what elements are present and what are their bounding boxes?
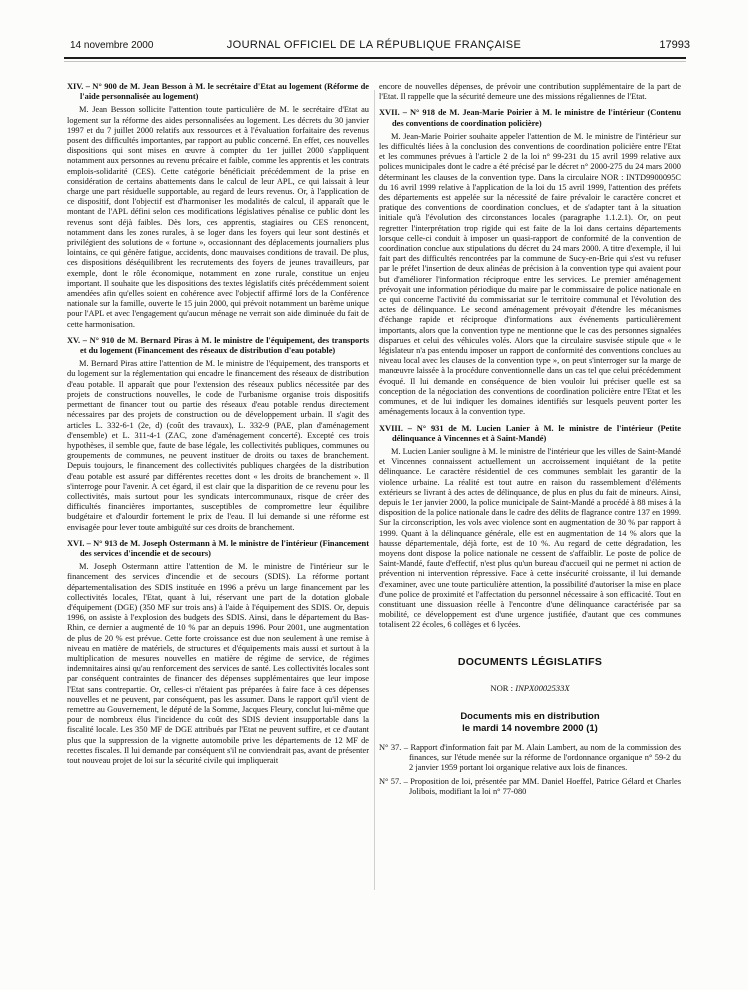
distribution-title-line1: Documents mis en distribution [460,710,600,722]
distribution-item-37: N° 37. – Rapport d'information fait par M. Alain Lambert, au nom de la commission des finances, sur l'étude menée sur la réforme de l'ordonnance organique n° 59-2 du 2 janvier 1959 portant loi organique relative aux lois de finances. [379,742,681,773]
left-column [67,82,369,797]
nor-value: INPX0002533X [515,682,570,693]
section-body-xvii: M. Jean-Marie Poirier souhaite appeler l'attention de M. le ministre de l'intérieur sur les difficultés liées à la conclusion des conventions de coordination policière entre l'Etat et les communes prévues à l'article 2 de la loi n° 99-231 du 15 avril 1999 relative aux polices municipales dont le cadre a été précisé par le décret n° 2000-275 du 24 mars 2000 déterminant les clauses de la convention type. Dans la circulaire NOR : INTD9900095C du 16 avril 1999 relative à l'application de la loi du 15 avril 1999, l'attention des préfets des départements est appelée sur la nécessité de faire prévaloir le caractère concret et pratique des conventions de coordination conclues, et de s'adapter tant à la situation initiale qu'à l'évolution des circonstances locales (paragraphe 1.1.2.1). Or, on peut regretter l'interprétation trop rigide qui est faite de la loi dans certains départements lorsque celle-ci conduit à imposer un quasi-rapport de conformité de la convention de coordination conclue aux stipulations du décret du 24 mars 2000. A titre d'exemple, il lui fait part des difficultés rencontrées par la commune de Sucy-en-Brie qui s'est vu refuser par le préfet l'insertion de deux alinéas de précision à la convention type qui avaient pour but d'améliorer l'information réciproque entre les services. Le premier aménagement prévoyait une information périodique du maire par le commissaire de police nationale en ce qui concerne l'activité du commissariat sur le territoire communal et l'évolution des actes de délinquance. Le second aménagement prévoyait d'étendre les mécanismes d'échange rapide et réciproque d'informations aux événements particulièrement importants, alors que la convention type ne mentionne que le cas des personnes signalées disparues et celui des véhicules volés. Alors que la circulaire susvisée stipule que « le législateur n'a pas entendu imposer un rapport de conformité des conventions conclues au niveau local avec les clauses de la convention type », on peut s'interroger sur la marge de manœuvre laissée à la procédure conventionnelle dans un cas tel que celui précédemment évoqué. Il lui demande en conséquence de bien vouloir lui préciser quelle est sa conception de la négociation des conventions de coordination policière entre l'Etat et les communes, et de lui indiquer les domaines identifiés sur lesquels peuvent porter les aménagements locaux à la convention type. [379,131,681,417]
page-title: JOURNAL OFFICIEL DE LA RÉPUBLIQUE FRANÇAISE [226,39,522,51]
distribution-title [379,711,681,735]
section-body-xvi-continuation: encore de nouvelles dépenses, de prévoir une contribution supplémentaire de la part de l'Etat. Il rappelle que la sécurité demeure une des missions régaliennes de l'Etat. [379,82,681,102]
section-body-xv: M. Bernard Piras attire l'attention de M. le ministre de l'équipement, des transports et du logement sur la réglementation qui encadre le financement des réseaux de distribution d'eau potable. Il apparaît que pour l'extension des réseaux publics nécessitée par des projets de constructions nouvelles, le code de l'urbanisme organise trois dispositifs permettant de financer tout ou partie des réseaux d'eau potable rendus directement nécessaires par des projets de construction ou de développement urbain. Il s'agit des articles L. 332-6-1 (2e, d) (coût des travaux), L. 332-9 (PAE, plan d'aménagement d'ensemble) et L. 311-4-1 (ZAC, zone d'aménagement concerté). Excepté ces trois hypothèses, il semble que, faute de base légale, les collectivités publiques, communes ou groupements de communes, ne peuvent instituer de droits ou taxes de branchement. Depuis toujours, le financement des collectivités publiques chargées de la distribution d'eau potable est assuré par différentes recettes dont « les droits de branchement ». Il s'interroge pour l'avenir. A cet égard, il est clair que la disparition de ce revenu pour les collectivités, mais surtout pour les syndicats intercommunaux, risque de créer des difficultés financières importantes, susceptibles de compromettre leur équilibre budgétaire et d'alourdir fortement le prix de l'eau. Il lui demande si une réforme est envisagée pour lever toute ambiguïté sur ces droits de branchement. [67,359,369,532]
text-columns [67,82,681,797]
section-heading-xiv: XIV. – N° 900 de M. Jean Besson à M. le secrétaire d'Etat au logement (Réforme de l'aide personnalisée au logement) [67,82,369,102]
legislative-documents-block [379,657,681,797]
nor-label: NOR : [490,682,516,693]
legislative-documents-title: DOCUMENTS LÉGISLATIFS [457,655,603,668]
section-heading-xv: XV. – N° 910 de M. Bernard Piras à M. le ministre de l'équipement, des transports et du logement (Financement des réseaux de distribution d'eau potable) [67,335,369,356]
header-rule [64,57,686,59]
distribution-title-line2: le mardi 14 novembre 2000 (1) [462,722,598,734]
distribution-item-57: N° 57. – Proposition de loi, présentée par MM. Daniel Hoeffel, Patrice Gélard et Charles Jolibois, modifiant la loi n° 77-080 [379,776,681,796]
header-date: 14 novembre 2000 [70,40,154,51]
right-column [379,82,681,797]
header-rule-shadow [64,61,686,62]
section-body-xvi: M. Joseph Ostermann attire l'attention de M. le ministre de l'intérieur sur le financement des services d'incendie et de secours (SDIS). La réforme portant départementalisation des SDIS instituée en 1996 a prévu un large financement par les collectivités locales, l'Etat, quant à lui, réservant une part de la dotation globale d'équipement (DGE) (350 MF sur trois ans) à l'aide à l'équipement des SDIS. Or, depuis 1996, on assiste à l'explosion des budgets des SDIS. Ainsi, dans le département du Bas-Rhin, ce dernier a augmenté de 10 % par an depuis 1996. Pour 2001, une augmentation de plus de 20 % est prévue. Cette forte croissance est due non seulement à une remise à niveau en matière de matériels, de structures et d'équipements mais aussi et surtout à la multiplication de mesures nouvelles en matière de régime de service, de régimes indemnitaires ainsi qu'au renforcement des services de santé. Les collectivités locales sont par conséquent contraintes de financer des dépenses supplémentaires que leur impose l'Etat sans contrepartie. Or, celles-ci n'étaient pas préparées à faire face à ces dépenses nouvelles et ne peuvent, par conséquent, pas les assumer. Dans le rapport qu'il vient de remettre au Gouvernement, le député de la Somme, Jacques Fleury, conclut lui-même que pour de nombreux élus l'incidence du coût des SDIS devient insupportable dans la fiscalité locale. Les 350 MF de DGE attribués par l'Etat ne peuvent suffire, et ce d'autant plus que la suppression de la vignette automobile prive les départements de 12 MF de recettes fiscales. Il lui demande par conséquent s'il ne conviendrait pas, avant de présenter tout nouveau projet de loi sur la sécurité civile qui impliquerait [67,562,369,765]
section-heading-xviii: XVIII. – N° 931 de M. Lucien Lanier à M. le ministre de l'intérieur (Petite délinquance à Vincennes et à Saint-Mandé) [379,423,681,443]
section-body-xiv: M. Jean Besson sollicite l'attention toute particulière de M. le secrétaire d'Etat au logement sur la réforme des aides personnalisées au logement. Les décrets du 30 janvier 1997 et du 7 juillet 2000 relatifs aux ressources et à l'évaluation forfaitaire des revenus posent des difficultés importantes, par rapport au public concerné. En effet, ces nouvelles dispositions qui sont mises en œuvre à compter du 1er juillet 2000 s'appliquent notamment aux personnes au revenu précaire et faible, comme les apprentis et les contrats emplois-solidarité (CES). Cette catégorie bénéficiait précédemment de la prise en considération de certains abattements dans le calcul de leur APL, ce qui laissait à leur charge une part résiduelle supportable, au regard de leurs revenus. Or, à l'application de ce dispositif, dont l'objectif est d'harmoniser les modalités de calcul, il apparaît que le montant de l'APL défini selon ces modifications législatives pénalise ce public dont les revenus sont déjà faibles. Dès lors, ces apprentis, stagiaires ou CES renoncent, notamment dans les zones rurales, à se loger dans les foyers qui leur sont destinés et privilégient des solutions de « fortune », occasionnant des déplacements journaliers plus lointains, ce qui génère fatigue, accidents, donc mauvaises conditions de travail. De plus, ces dispositions déséquilibrent les recrutements des foyers de jeunes travailleurs, par exemple, dont le rôle économique, notamment en zone rurale, constitue un enjeu important. Il souhaite que les dispositions des textes législatifs cités précédemment soient amendées afin qu'elles soient en cohérence avec l'objectif affirmé lors de la Conférence nationale sur la famille, ouverte le 15 juin 2000, qui prévoit notamment un barème unique pour l'APL et avec l'engagement qu'aucun ménage ne verrait son aide diminuée du fait de cette harmonisation. [67,105,369,329]
distribution-items [379,743,681,797]
section-heading-xvii: XVII. – N° 918 de M. Jean-Marie Poirier à M. le ministre de l'intérieur (Contenu des conventions de coordination policière) [379,108,681,128]
section-body-xviii: M. Lucien Lanier souligne à M. le ministre de l'intérieur que les villes de Saint-Mandé et Vincennes connaissent actuellement un accroissement inquiétant de la petite délinquance. Le caractère résidentiel de ces communes semblait les garantir de la violence urbaine. La réalité est tout autre en raison du rassemblement d'éléments extérieurs se livrant à des actes de délinquance, de plus en plus du fait de mineurs. Ainsi, depuis le 1er janvier 2000, la police municipale de Saint-Mandé a procédé à 88 mises à la disposition de la police nationale dans le cadre des délits de flagrance contre 137 en 1999. Sur la circonscription, les vols avec violence sont en augmentation de 30 % par rapport à 1999. Quant à la délinquance générale, elle est en augmentation de 14 % alors que la hausse départementale, déjà forte, est de 10 %. Au regard de cette dégradation, les moyens dont dispose la police nationale ne cessent de s'affaiblir. Le poste de police de Saint-Mandé, faute d'effectif, n'est plus qu'un bureau d'accueil qui ne permet ni action de prévention ni intervention répressive. Face à cette insécurité croissante, il lui demande d'examiner, avec une toute particulière attention, la possibilité d'autoriser la mise en place d'une police de proximité et l'affectation du personnel nécessaire à son efficacité. Tout en constituant une dissuasion réelle à l'encontre d'une délinquance caractérisée par sa mobilité, ce développement est d'une urgence justifiée, d'autant que ces communes totalisent 22 écoles, 6 collèges et 6 lycées. [379,446,681,630]
nor-reference [379,683,681,693]
section-heading-xvi: XVI. – N° 913 de M. Joseph Ostermann à M. le ministre de l'intérieur (Financement des services d'incendie et de secours) [67,538,369,558]
page-number: 17993 [659,39,690,51]
